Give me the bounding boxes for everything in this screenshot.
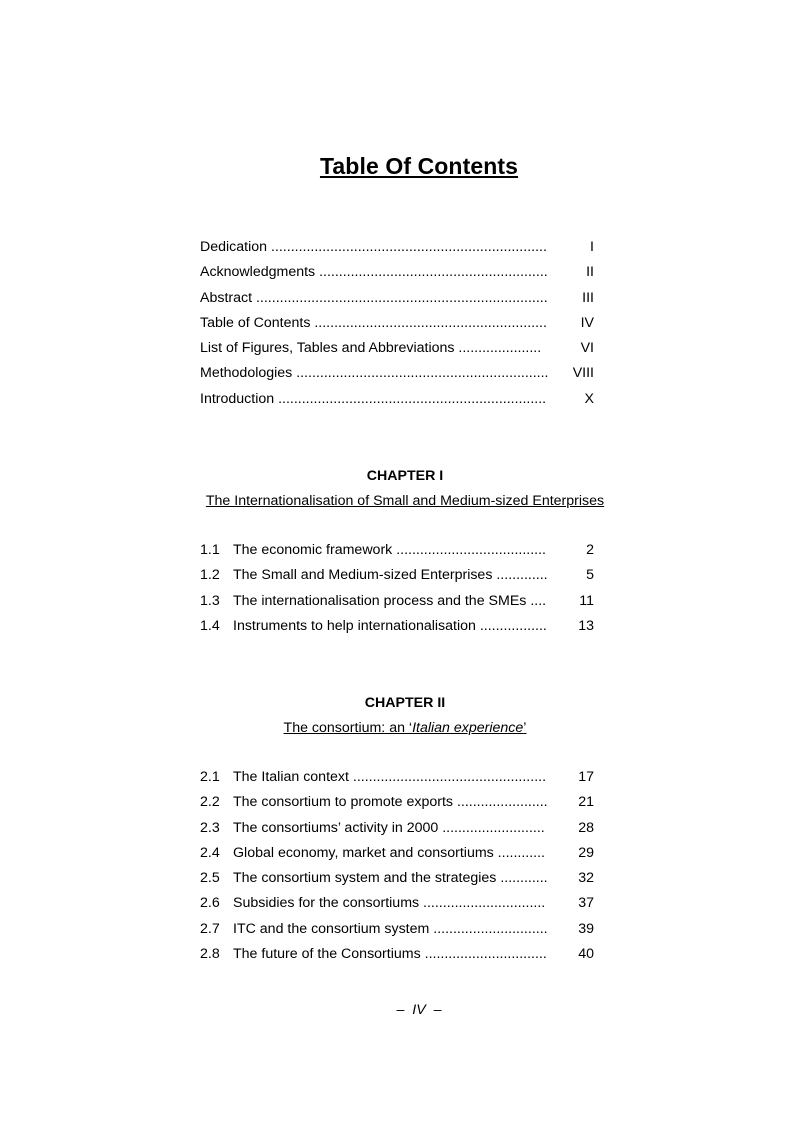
toc-entry-page: VIII bbox=[572, 365, 594, 382]
chapter-1-heading bbox=[200, 467, 610, 510]
chapter-2-label: CHAPTER II bbox=[364, 695, 446, 711]
toc-entry-text: List of Figures, Tables and Abbreviations ..................... bbox=[200, 340, 542, 357]
section-number: 2.6 bbox=[200, 895, 220, 912]
section-number: 2.5 bbox=[200, 870, 220, 887]
section-text: Subsidies for the consortiums ............................... bbox=[233, 895, 546, 912]
toc-entry-text: Methodologies ................................................................ bbox=[200, 365, 549, 382]
section-text: ITC and the consortium system ............................. bbox=[233, 920, 548, 937]
toc-entry-page: X bbox=[584, 390, 594, 407]
toc-section bbox=[200, 816, 594, 841]
toc-entry bbox=[200, 286, 594, 311]
section-page: 11 bbox=[579, 592, 594, 609]
toc-entry bbox=[200, 235, 594, 260]
toc-entry-page: III bbox=[582, 289, 594, 306]
chapter-1-label: CHAPTER I bbox=[366, 468, 444, 484]
toc-section bbox=[200, 538, 594, 563]
toc-entry bbox=[200, 260, 594, 285]
section-text: The future of the Consortiums ............................... bbox=[233, 946, 547, 963]
toc-entry bbox=[200, 336, 594, 361]
page-footer bbox=[0, 1002, 793, 1018]
toc-section bbox=[200, 917, 594, 942]
toc-section bbox=[200, 790, 594, 815]
toc-section bbox=[200, 563, 594, 588]
page-title: Table Of Contents bbox=[319, 153, 519, 179]
toc-section bbox=[200, 765, 594, 790]
chapter-2-heading bbox=[200, 694, 610, 737]
chapter-1-sections bbox=[200, 538, 594, 639]
toc-entry-text: Introduction .................................................................... bbox=[200, 390, 547, 407]
section-text: The internationalisation process and the SMEs .... bbox=[233, 592, 547, 609]
toc-section bbox=[200, 614, 594, 639]
section-page: 5 bbox=[586, 567, 594, 584]
section-text: Instruments to help internationalisation ................. bbox=[233, 617, 547, 634]
section-page: 37 bbox=[578, 895, 594, 912]
chapter-2-subtitle-italic: Italian experience bbox=[412, 720, 524, 736]
section-page: 29 bbox=[578, 844, 594, 861]
toc-section bbox=[200, 866, 594, 891]
chapter-2-subtitle bbox=[200, 719, 610, 737]
section-number: 1.1 bbox=[200, 542, 220, 558]
section-page: 39 bbox=[578, 920, 594, 937]
toc-entry bbox=[200, 361, 594, 386]
toc-section bbox=[200, 589, 594, 614]
toc-entry-text: Dedication ...................................................................... bbox=[200, 239, 547, 255]
toc-entry-page: VI bbox=[580, 340, 594, 357]
section-text: The consortiums’ activity in 2000 .......................... bbox=[233, 819, 545, 836]
toc-entry-page: II bbox=[586, 264, 594, 281]
section-number: 1.3 bbox=[200, 592, 220, 609]
section-number: 2.2 bbox=[200, 794, 220, 811]
section-page: 32 bbox=[578, 870, 594, 887]
toc-entry-text: Table of Contents ........................................................... bbox=[200, 314, 547, 331]
section-page: 2 bbox=[586, 542, 594, 558]
section-text: The Small and Medium-sized Enterprises ............. bbox=[233, 567, 548, 584]
chapter-2-sections bbox=[200, 765, 594, 967]
footer-dash-left: – bbox=[396, 1002, 405, 1018]
chapter-2-subtitle-suffix: ’ bbox=[523, 720, 527, 736]
section-text: The consortium to promote exports ....................... bbox=[233, 794, 548, 811]
toc-entry bbox=[200, 387, 594, 412]
footer-dash-right: – bbox=[433, 1002, 442, 1018]
toc-section bbox=[200, 841, 594, 866]
section-text: The economic framework ...................................... bbox=[233, 542, 546, 558]
section-text: The Italian context ................................................. bbox=[233, 769, 547, 785]
chapter-2-subtitle-prefix: The consortium: an ‘ bbox=[283, 720, 413, 736]
toc-entry-text: Acknowledgments .......................................................... bbox=[200, 264, 548, 281]
section-number: 2.1 bbox=[200, 769, 220, 785]
section-text: The consortium system and the strategies ............ bbox=[233, 870, 548, 887]
section-number: 2.4 bbox=[200, 844, 220, 861]
toc-entry-page: IV bbox=[580, 314, 594, 331]
toc-entry-text: Abstract .......................................................................... bbox=[200, 289, 548, 306]
toc-entry bbox=[200, 311, 594, 336]
section-number: 1.4 bbox=[200, 617, 220, 634]
toc-entry-page: I bbox=[590, 239, 594, 255]
front-matter-list bbox=[200, 235, 594, 412]
section-number: 2.7 bbox=[200, 920, 220, 937]
section-page: 17 bbox=[578, 769, 594, 785]
section-number: 2.3 bbox=[200, 819, 220, 836]
section-number: 2.8 bbox=[200, 946, 220, 963]
section-page: 13 bbox=[578, 617, 594, 634]
toc-section bbox=[200, 891, 594, 916]
section-text: Global economy, market and consortiums ............ bbox=[233, 844, 545, 861]
chapter-1-subtitle: The Internationalisation of Small and Medium-sized Enterprises bbox=[205, 493, 605, 509]
toc-section bbox=[200, 942, 594, 967]
footer-page-number: IV bbox=[412, 1002, 426, 1018]
section-page: 28 bbox=[578, 819, 594, 836]
section-page: 40 bbox=[578, 946, 594, 963]
section-number: 1.2 bbox=[200, 567, 220, 584]
section-page: 21 bbox=[578, 794, 594, 811]
